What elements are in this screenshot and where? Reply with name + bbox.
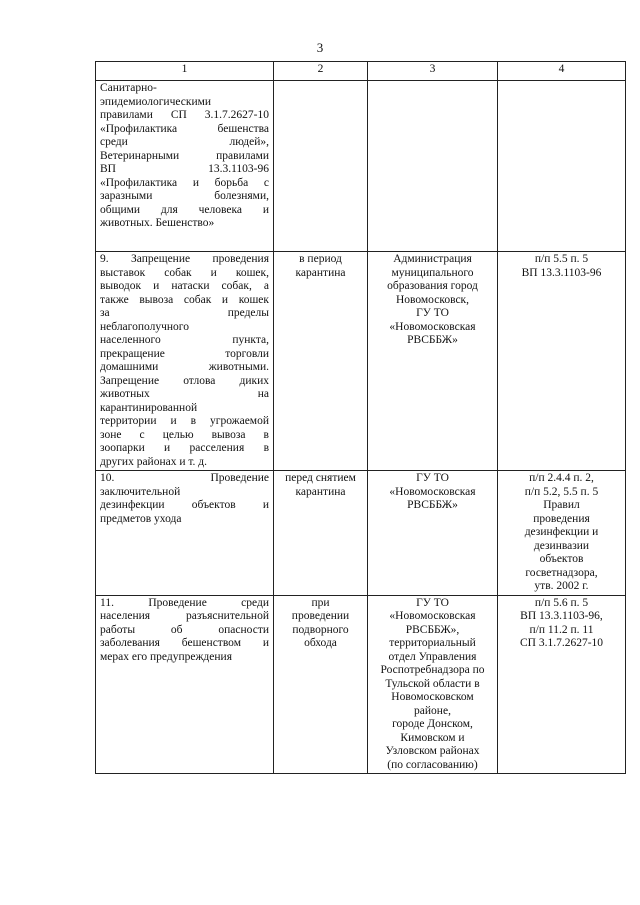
cell-text-line: ГУ ТО <box>416 596 449 609</box>
cell-text-line: п/п 5.2, 5.5 п. 5 <box>524 485 599 498</box>
cell-text-line: карантина <box>295 485 346 498</box>
cell-text-line: проведения <box>533 512 590 525</box>
cell-text-line: карантина <box>295 266 346 279</box>
cell-text-line: Роспотребнадзора по <box>380 664 485 676</box>
cell-text-line: других районах и т. д. <box>100 455 208 468</box>
cell-text-line: дезинвазии <box>533 539 590 552</box>
cell-text-line: «Профилактика бешенства <box>100 122 269 135</box>
cell-text-line: эпидемиологическими <box>100 95 212 108</box>
responsible-cell <box>368 595 498 774</box>
cell-text-line: Узловском районах <box>385 745 480 757</box>
page-number: 3 <box>316 40 324 55</box>
cell-text-line: п/п 5.6 п. 5 <box>534 596 589 609</box>
cell-text-line: дезинфекции и <box>524 526 599 538</box>
column-header-3: 3 <box>368 62 498 81</box>
cell-text-line: Запрещение отлова диких <box>100 374 269 387</box>
cell-text-line: 11. Проведение среди <box>100 596 269 609</box>
cell-text-line: при <box>311 596 330 609</box>
cell-text-line: ВП 13.3.1103-96 <box>521 266 602 279</box>
cell-text-line: правилами СП 3.1.7.2627-10 <box>100 109 269 121</box>
timing-cell <box>274 81 368 252</box>
cell-text-line: выставок собак и кошек, <box>100 266 269 279</box>
cell-text-line: Санитарно- <box>100 82 157 94</box>
cell-text-line: отдел Управления <box>388 650 477 663</box>
cell-text-line: муниципального <box>391 266 474 279</box>
column-header-2: 2 <box>274 62 368 81</box>
cell-text-line: домашними животными. <box>100 361 269 373</box>
cell-text-line: населения разъяснительной <box>100 610 269 622</box>
timing-cell <box>274 595 368 774</box>
cell-text-line: заразными болезнями, <box>100 190 269 202</box>
basis-cell <box>498 471 626 596</box>
column-header-4: 4 <box>498 62 626 81</box>
cell-text-line: работы об опасности <box>100 623 269 636</box>
cell-text-line: территориальный <box>389 637 476 649</box>
cell-text-line: перед снятием <box>285 472 356 484</box>
cell-text-line: выводок и натаски собак, а <box>100 280 269 292</box>
cell-text-line: зоопарки и расселения в <box>100 442 269 454</box>
cell-text-line: за пределы <box>100 307 269 319</box>
cell-text-line: городе Донском, <box>392 718 473 730</box>
cell-text-line: «Новомосковская <box>389 485 476 498</box>
cell-text-line: «Новомосковская <box>389 610 476 622</box>
cell-text-line: РВСББЖ», <box>405 623 460 636</box>
cell-text-line: ВП 13.3.1103-96, <box>520 610 603 622</box>
cell-text-line: Правил <box>543 499 580 511</box>
cell-text-line: Новомосковск, <box>395 293 470 306</box>
cell-text-line: карантинированной <box>100 401 198 414</box>
cell-text-line: объектов <box>539 553 584 565</box>
measures-table <box>95 61 626 774</box>
cell-text-line: ВП 13.3.1103-96 <box>100 163 269 175</box>
measure-cell <box>96 252 274 471</box>
table-row <box>96 81 626 252</box>
cell-text-line: 9. Запрещение проведения <box>100 253 269 265</box>
cell-text-line: СП 3.1.7.2627-10 <box>519 637 604 649</box>
cell-text-line: Ветеринарными правилами <box>100 149 269 162</box>
measure-cell <box>96 471 274 596</box>
table-row <box>96 595 626 774</box>
cell-text-line: проведении <box>291 610 350 622</box>
cell-text-line: заболевания бешенством и <box>100 637 269 649</box>
cell-text-line: утв. 2002 г. <box>534 580 589 592</box>
cell-text-line: Администрация <box>393 253 472 265</box>
cell-text-line: Тульской области в <box>385 677 480 690</box>
cell-text-line: образования город <box>387 280 478 292</box>
cell-text-line: РВСББЖ» <box>407 499 458 511</box>
table-row <box>96 471 626 596</box>
table-header-row <box>96 62 626 81</box>
timing-cell <box>274 471 368 596</box>
cell-text-line: подворного <box>292 623 349 636</box>
cell-text-line: обхода <box>304 637 337 649</box>
cell-text-line: предметов ухода <box>100 512 182 525</box>
cell-text-line: неблагополучного <box>100 320 189 333</box>
cell-text-line: ГУ ТО <box>416 472 449 484</box>
cell-text-line: территории и в угрожаемой <box>100 415 269 427</box>
cell-text-line: «Профилактика и борьба с <box>100 176 269 189</box>
cell-text-line: мерах его предупреждения <box>100 650 232 663</box>
cell-text-line: среди людей», <box>100 136 269 148</box>
cell-text-line: в период <box>299 253 342 265</box>
cell-text-line: прекращение торговли <box>100 347 269 360</box>
cell-text-line: п/п 5.5 п. 5 <box>534 253 589 265</box>
cell-text-line: ГУ ТО <box>416 307 449 319</box>
basis-cell <box>498 81 626 252</box>
basis-cell <box>498 595 626 774</box>
cell-text-line: животных на <box>100 388 269 400</box>
cell-text-line: районе, <box>414 704 451 717</box>
responsible-cell <box>368 81 498 252</box>
cell-text-line: также вывоза собак и кошек <box>100 293 269 306</box>
cell-text-line: п/п 2.4.4 п. 2, <box>529 472 594 484</box>
cell-text-line: населенного пункта, <box>100 334 269 346</box>
cell-text-line: общими для человека и <box>100 203 269 216</box>
cell-text-line: дезинфекции объектов и <box>100 499 269 511</box>
cell-text-line: заключительной <box>100 485 181 498</box>
timing-cell <box>274 252 368 471</box>
table-row <box>96 252 626 471</box>
column-header-1: 1 <box>96 62 274 81</box>
measure-cell <box>96 595 274 774</box>
responsible-cell <box>368 471 498 596</box>
cell-text-line: (по согласованию) <box>387 758 478 771</box>
cell-text-line: РВСББЖ» <box>407 334 458 346</box>
cell-text-line: госветнадзора, <box>525 566 598 579</box>
cell-text-line: зоне с целью вывоза в <box>100 428 269 441</box>
cell-text-line: п/п 11.2 п. 11 <box>529 623 594 636</box>
cell-text-line: животных. Бешенство» <box>100 217 215 229</box>
table-body <box>96 81 626 774</box>
cell-text-line: Кимовском и <box>400 731 465 744</box>
responsible-cell <box>368 252 498 471</box>
cell-text-line: 10. Проведение <box>100 472 269 484</box>
cell-text-line: Новомосковском <box>391 691 474 703</box>
measure-cell <box>96 81 274 252</box>
cell-text-line: «Новомосковская <box>389 320 476 333</box>
basis-cell <box>498 252 626 471</box>
